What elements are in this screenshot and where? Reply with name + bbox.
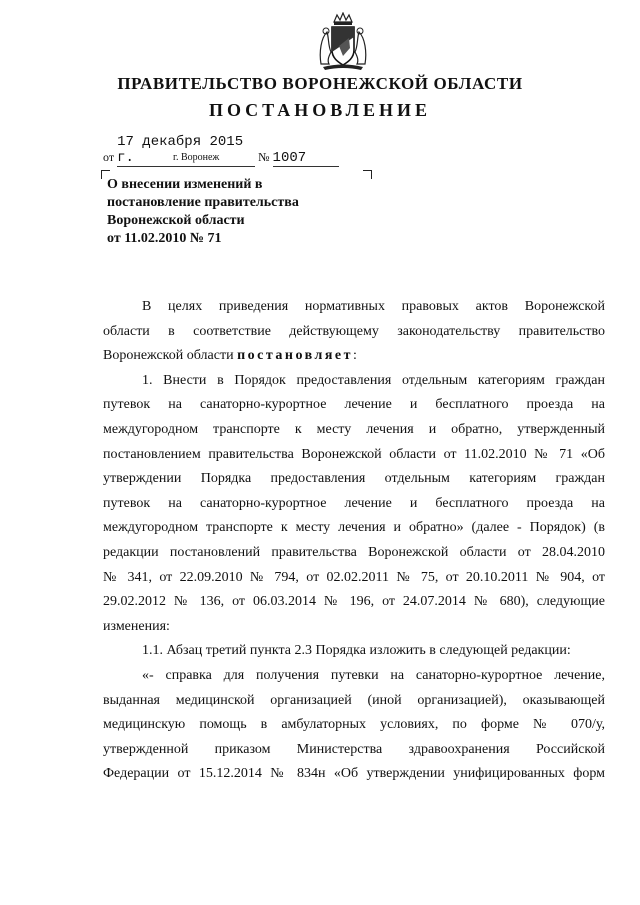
body-line: постановлением правительства Воронежской области от 11.02.2010 № 71 «Об xyxy=(103,446,605,462)
body-line: междугородном транспорте к месту лечения и обратно, утвержденный xyxy=(103,421,605,437)
body-line: редакции постановлений правительства Воронежской области от 28.04.2010 xyxy=(103,544,605,560)
date-number-line xyxy=(103,134,339,167)
title-line: от 11.02.2010 № 71 xyxy=(107,231,222,246)
coat-of-arms-icon xyxy=(315,12,371,72)
document-title xyxy=(107,176,367,248)
body-line: В целях приведения нормативных правовых актов Воронежской xyxy=(142,299,605,314)
decree-word: постановляет xyxy=(237,348,354,364)
body-line: области в соответствие действующему законодательству правительство xyxy=(103,323,605,339)
body-line: медицинскую помощь в амбулаторных условиях, по форме № 070/у, xyxy=(103,717,605,733)
body-line xyxy=(103,344,605,369)
document-body xyxy=(103,295,605,787)
date-field: 17 декабря 2015 г. xyxy=(117,134,255,167)
body-line: изменения: xyxy=(103,618,170,634)
body-line: Федерации от 15.12.2014 № 834н «Об утверждении унифицированных форм xyxy=(103,766,605,782)
government-name: ПРАВИТЕЛЬСТВО ВОРОНЕЖСКОЙ ОБЛАСТИ xyxy=(117,74,523,93)
document-type: ПОСТАНОВЛЕНИЕ xyxy=(208,100,432,120)
title-line: постановление правительства xyxy=(107,195,299,210)
date-prefix: от xyxy=(103,150,115,164)
body-line: 1. Внести в Порядок предоставления отдельным категориям граждан xyxy=(142,372,605,388)
body-line: междугородном транспорте к месту лечения и обратно» (далее - Порядок) (в xyxy=(103,520,605,536)
body-line: «- справка для получения путевки на санаторно-курортное лечение, xyxy=(142,667,605,683)
body-line: утвержденной приказом Министерства здравоохранения Российской xyxy=(103,741,605,757)
body-line: выданная медицинской организацией (иной организацией), оказывающей xyxy=(103,692,605,708)
city-label: г. Воронеж xyxy=(173,152,220,163)
title-line: О внесении изменений в xyxy=(107,177,263,192)
title-line: Воронежской области xyxy=(107,213,245,228)
body-text-run: : xyxy=(353,348,357,364)
body-line: № 341, от 22.09.2010 № 794, от 02.02.2011 № 75, от 20.10.2011 № 904, от xyxy=(103,569,605,585)
body-line: путевок на санаторно-курортное лечение и бесплатного проезда на xyxy=(103,495,605,511)
body-line: 29.02.2012 № 136, от 06.03.2014 № 196, от 24.07.2014 № 680), следующие xyxy=(103,594,605,610)
body-line: утверждении Порядка предоставления отдельным категориям граждан xyxy=(103,471,605,487)
body-line: 1.1. Абзац третий пункта 2.3 Порядка изложить в следующей редакции: xyxy=(142,643,571,659)
number-prefix: № xyxy=(258,150,270,164)
body-line: путевок на санаторно-курортное лечение и бесплатного проезда на xyxy=(103,397,605,413)
number-field: 1007 xyxy=(273,150,339,167)
body-text-run: Воронежской области xyxy=(103,348,238,364)
